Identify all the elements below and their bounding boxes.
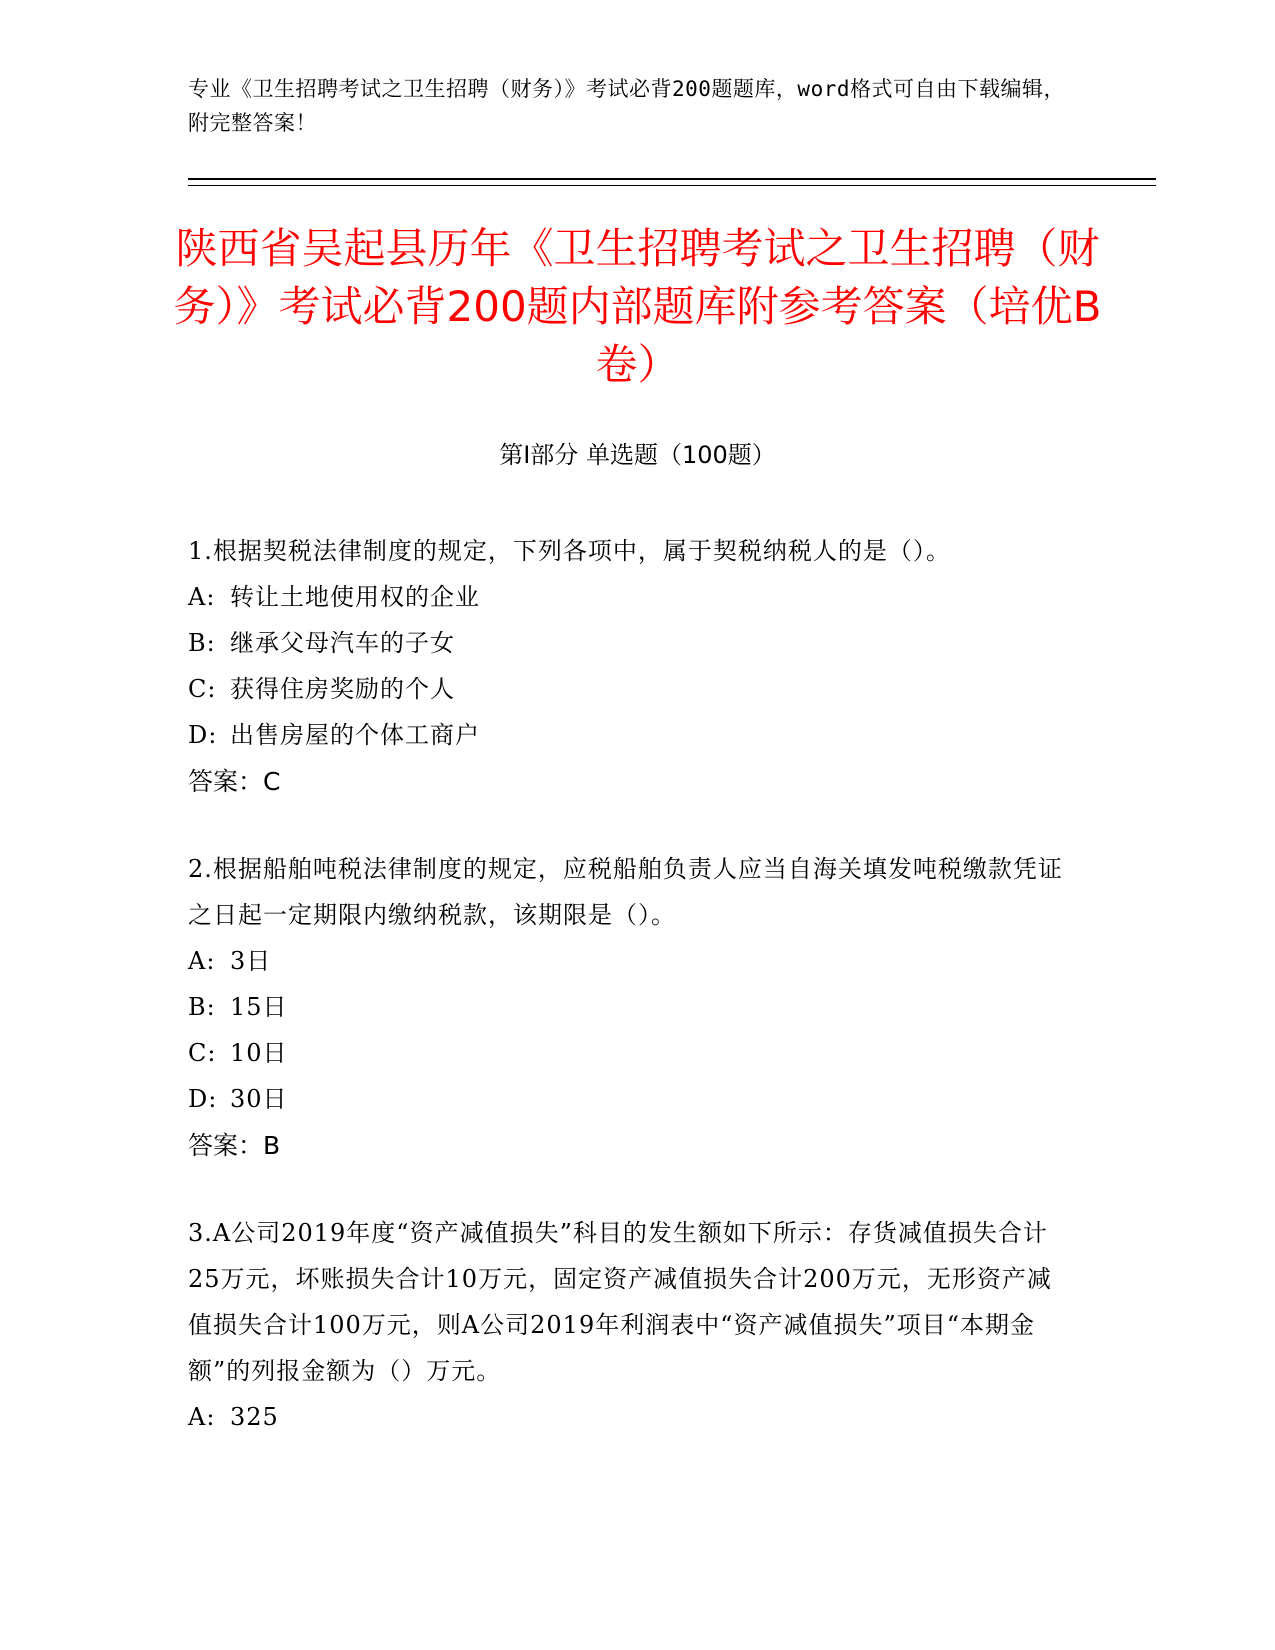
option-letter: D: [188, 1085, 218, 1113]
answer-label: 答案：C [188, 767, 281, 796]
option-a [188, 1394, 1068, 1440]
question-item [188, 1210, 1068, 1440]
option-d [188, 1076, 1068, 1122]
option-a [188, 574, 1068, 620]
option-text: 3日 [230, 947, 272, 975]
question-list [188, 528, 1068, 1480]
question-item [188, 528, 1068, 806]
option-letter: A: [188, 1403, 216, 1431]
answer-label: 答案：B [188, 1131, 281, 1160]
question-item [188, 846, 1068, 1170]
option-letter: A: [188, 947, 216, 975]
document-title: 陕西省吴起县历年《卫生招聘考试之卫生招聘（财务）》考试必背200题内部题库附参考答案（培优B卷） [173, 224, 1102, 389]
question-stem: 2.根据船舶吨税法律制度的规定，应税船舶负责人应当自海关填发吨税缴款凭证之日起一定期限内缴纳税款，该期限是（）。 [188, 855, 1063, 929]
option-d [188, 712, 1068, 758]
question-stem: 3.A公司2019年度“资产减值损失”科目的发生额如下所示：存货减值损失合计25万元，坏账损失合计10万元，固定资产减值损失合计200万元，无形资产减值损失合计100万元，则A公司2019年利润表中“资产减值损失”项目“本期金额”的列报金额为（）万元。 [188, 1219, 1052, 1385]
option-letter: B: [188, 629, 216, 657]
option-letter: A: [188, 583, 216, 611]
option-text: 转让土地使用权的企业 [230, 583, 480, 611]
option-b [188, 620, 1068, 666]
option-letter: B: [188, 993, 216, 1021]
header-divider-thick [188, 178, 1156, 180]
header-intro: 专业《卫生招聘考试之卫生招聘（财务）》考试必背200题题库，word格式可自由下载编辑，附完整答案！ [188, 77, 1065, 135]
option-b [188, 984, 1068, 1030]
option-letter: D: [188, 721, 218, 749]
option-text: 出售房屋的个体工商户 [230, 721, 480, 749]
option-c [188, 666, 1068, 712]
option-text: 10日 [230, 1039, 288, 1067]
header-divider-thin [188, 185, 1156, 186]
option-text: 15日 [230, 993, 288, 1021]
option-letter: C: [188, 1039, 217, 1067]
option-a [188, 938, 1068, 984]
option-text: 获得住房奖励的个人 [230, 675, 455, 703]
option-text: 继承父母汽车的子女 [230, 629, 455, 657]
question-stem: 1.根据契税法律制度的规定，下列各项中，属于契税纳税人的是（）。 [188, 537, 951, 565]
section-heading: 第Ⅰ部分 单选题（100题） [499, 441, 776, 469]
option-letter: C: [188, 675, 217, 703]
option-text: 325 [230, 1403, 279, 1431]
option-text: 30日 [230, 1085, 288, 1113]
option-c [188, 1030, 1068, 1076]
